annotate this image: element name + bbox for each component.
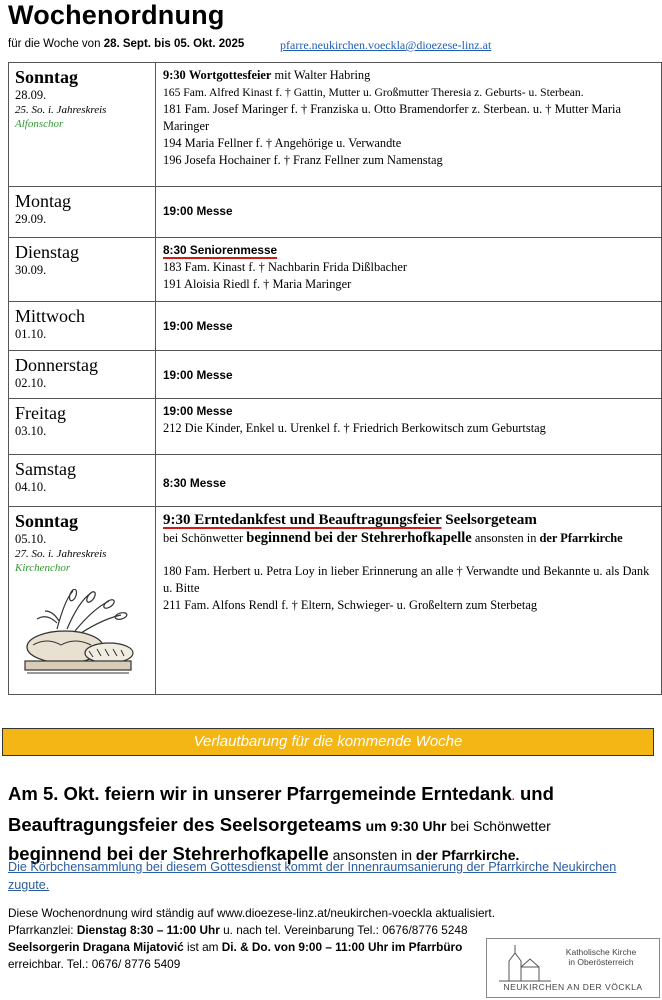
day-name: Montag [15,191,71,211]
intention-line: 180 Fam. Herbert u. Petra Loy in lieber Erinnerung an alle † Verwandte und Bekannte u. als Dank u. Bitte [163,564,650,595]
service-entry: 19:00 Messe [163,368,233,382]
intention-line: 181 Fam. Josef Maringer f. † Franziska u. Otto Bramendorfer z. Sterbean. u. † Mutter Maria Maringer [163,102,621,133]
intention-line: 212 Die Kinder, Enkel u. Urenkel f. † Friedrich Berkowitsch zum Geburtstag [163,421,546,435]
logo-parish-name: NEUKIRCHEN AN DER VÖCKLA [503,982,643,992]
harvest-bread-illustration [17,589,139,679]
announcement-time: um 9:30 Uhr [361,818,447,834]
parish-logo [486,938,660,998]
intention-line: 191 Aloisia Riedl f. † Maria Maringer [163,277,352,291]
pastor-time: Di. & Do. von 9:00 – 11:00 Uhr im Pfarrbüro [221,940,463,954]
pastor-phone: erreichbar. Tel.: 0676/ 8776 5409 [8,957,181,971]
intention-line: 196 Josefa Hochainer f. † Franz Fellner zum Namenstag [163,153,443,167]
entry-cell [156,399,662,455]
liturgical-sunday: 27. So. i. Jahreskreis [15,548,107,560]
pastor-mid: ist am [183,940,222,954]
day-date: 30.09. [15,263,47,277]
entry-cell [156,238,662,302]
table-row [9,238,662,302]
pastor-name: Seelsorgerin Dragana Mijatović [8,940,184,954]
week-range-line [8,38,244,50]
table-row [9,63,662,187]
table-row [9,351,662,399]
page-title: Wochenordnung [8,0,225,30]
feast-detail-location: beginnend bei der Stehrerhofkapelle [246,530,472,546]
logo-line-2: in Oberösterreich [568,957,634,967]
day-name: Sonntag [15,67,79,87]
feast-detail [163,529,661,547]
day-date: 05.10. [15,532,47,546]
service-entry: 19:00 Messe [163,404,233,418]
day-name: Freitag [15,403,66,423]
day-date: 02.10. [15,376,47,390]
service-headline [163,67,661,84]
office-label: Pfarrkanzlei: [8,923,77,937]
entry-cell [156,351,662,399]
announcement-line-2 [8,811,658,840]
day-name: Mittwoch [15,306,85,326]
announcement-and: und [514,783,554,804]
intention-line: 194 Maria Fellner f. † Angehörige u. Verwandte [163,136,402,150]
entry-cell [156,507,662,695]
announcement-weather: bei Schönwetter [446,818,551,834]
announcement-church: der Pfarrkirche. [415,847,520,863]
schedule-table [8,62,662,695]
logo-text [547,947,655,967]
day-cell [9,507,156,695]
service-title: Wortgottesfeier [188,68,272,82]
entry-cell [156,302,662,351]
service-time: 9:30 [163,68,186,82]
table-row [9,507,662,695]
week-range: 28. Sept. bis 05. Okt. 2025 [103,38,245,50]
email-link[interactable]: pfarre.neukirchen.voeckla@dioezese-linz.at [280,38,492,52]
announcement-commissioning: Beauftragungsfeier des Seelsorgeteams [8,814,362,835]
announcement-harvest: Am 5. Okt. feiern wir in unserer Pfarrgemeinde Erntedank [8,783,512,804]
table-row [9,187,662,238]
pastor-hours [8,940,462,954]
day-name: Dienstag [15,242,79,262]
service-entry: 19:00 Messe [163,204,233,218]
church-icon [495,941,555,983]
update-note: Diese Wochenordnung wird ständig auf www.dioezese-linz.at/neukirchen-voeckla aktualisiert. [8,906,495,920]
entry-cell [156,455,662,507]
feast-team: Seelsorgeteam [441,512,537,528]
announcement-dot: . [511,791,515,803]
intention-line: 183 Fam. Kinast f. † Nachbarin Frida Dißlbacher [163,260,407,274]
day-name: Donnerstag [15,355,98,375]
announcement-location: beginnend bei der Stehrerhofkapelle [8,843,329,864]
day-date: 01.10. [15,327,47,341]
day-cell [9,63,156,187]
entry-cell [156,63,662,187]
feast-headline [163,512,661,529]
day-name: Samstag [15,459,76,479]
announcement-line-1 [8,780,658,811]
office-phone: u. nach tel. Vereinbarung Tel.: 0676/8776 5248 [219,923,468,937]
announcement-otherwise: ansonsten in [328,847,416,863]
day-cell [9,238,156,302]
service-leader: mit Walter Habring [271,68,371,82]
week-prefix: für die Woche von [8,38,104,50]
day-cell [9,187,156,238]
day-name: Sonntag [15,511,79,531]
intention-line: 211 Fam. Alfons Rendl f. † Eltern, Schwieger- u. Großeltern zum Sterbetag [163,598,538,612]
day-cell [9,351,156,399]
service-entry: 8:30 Seniorenmesse [163,243,278,257]
announcement-banner: Verlautbarung für die kommende Woche [2,728,654,756]
logo-line-1: Katholische Kirche [565,947,637,957]
table-row [9,399,662,455]
feast-detail-church: der Pfarrkirche [539,531,623,545]
day-cell [9,455,156,507]
feast-title: 9:30 Erntedankfest und Beauftragungsfeier [163,512,442,528]
choir-label: Alfonschor [15,118,64,130]
day-date: 29.09. [15,212,47,226]
day-date: 28.09. [15,88,47,102]
day-cell [9,302,156,351]
service-entry: 8:30 Messe [163,476,226,490]
day-date: 03.10. [15,424,47,438]
collection-note: Die Körbchensammlung bei diesem Gottesdienst kommt der Innenraumsanierung der Pfarrkirche Neukirchen zugute. [8,860,617,892]
intention-line: 165 Fam. Alfred Kinast f. † Gattin, Mutter u. Großmutter Theresia z. Geburts- u. Sterbean. [163,86,584,99]
service-entry: 19:00 Messe [163,319,233,333]
choir-label: Kirchenchor [15,562,71,574]
day-date: 04.10. [15,480,47,494]
table-row [9,455,662,507]
office-time: Dienstag 8:30 – 11:00 Uhr [76,923,220,937]
day-cell [9,399,156,455]
announcement-text [8,780,658,869]
liturgical-sunday: 25. So. i. Jahreskreis [15,104,107,116]
office-hours [8,923,468,937]
table-row [9,302,662,351]
feast-detail-weather: bei Schönwetter [163,531,247,545]
feast-detail-otherwise: ansonsten in [471,531,540,545]
entry-cell [156,187,662,238]
